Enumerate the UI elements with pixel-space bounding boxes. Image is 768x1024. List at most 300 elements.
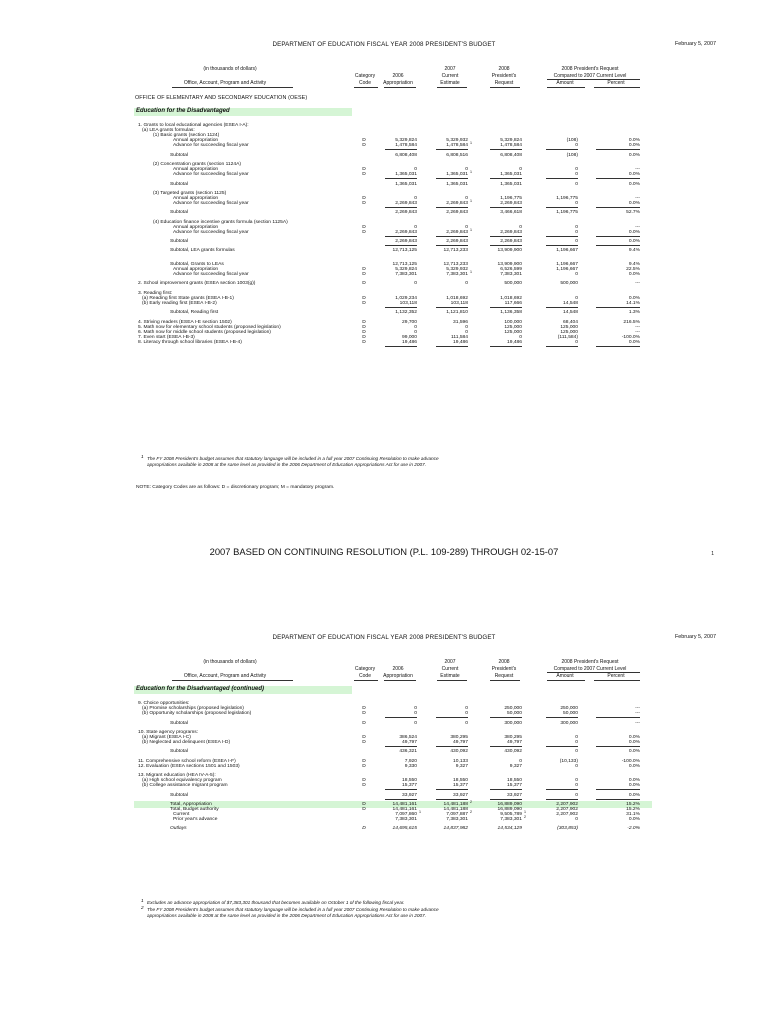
change-amount: 14,548 (563, 310, 578, 316)
amount-2006: 29,700 (402, 319, 417, 325)
row-label: Advance for succeeding fiscal year (173, 143, 249, 149)
row-label: 10. State agency programs: (138, 729, 199, 735)
table-row (0, 748, 768, 755)
table-row (0, 300, 768, 307)
row-label: Subtotal (170, 181, 188, 187)
table-row (0, 825, 768, 832)
change-amount: 125,000 (560, 329, 578, 335)
row-label: 2. School improvement grants (ESEA section 1003(g)) (138, 281, 256, 287)
category-code: D (362, 329, 366, 335)
office-heading: OFFICE OF ELEMENTARY AND SECONDARY EDUCATION (OESE) (135, 95, 308, 101)
amount-2008: 500,000 (504, 281, 522, 287)
category-code: D (362, 167, 366, 173)
report-date: February 5, 2007 (674, 41, 716, 47)
table-row (0, 229, 768, 236)
header-rule (547, 87, 585, 88)
amount-2007: 0 (465, 324, 468, 330)
amount-2008: 13,909,900 (497, 248, 522, 254)
amount-2008: 14,534,129 (497, 826, 522, 832)
col-2007-header: 2007 (444, 66, 456, 72)
category-code: D (362, 143, 366, 149)
compare-header: 2008 President's Request (561, 659, 619, 665)
amount-2008: 380,295 (504, 734, 522, 740)
row-label: (b) College assistance migrant program (142, 783, 228, 789)
amount-2007: 0 (436, 710, 468, 718)
change-percent: 0.0% (596, 792, 640, 800)
amount-2007: 2,269,843 (436, 238, 468, 246)
amount-2007: 1,121,810 (446, 310, 468, 316)
amount-2008: 6,808,408 (500, 152, 522, 158)
category-code: D (362, 826, 366, 832)
change-amount: 300,000 (560, 720, 578, 726)
change-percent: 0.0% (628, 138, 640, 144)
col-2007-sub2-header: Estimate (440, 80, 460, 86)
amount-2007: 2,269,843 (436, 229, 468, 237)
change-percent: --- (635, 324, 640, 330)
amount-2006: 0 (414, 706, 417, 712)
amount-2006: 0 (414, 720, 417, 726)
amount-2008: 1,478,584 (490, 142, 522, 150)
row-label: Subtotal, Grants to LEAs (170, 261, 224, 267)
amount-2008: 16,889,090 (497, 806, 522, 812)
change-percent: 0.0% (596, 200, 640, 208)
table-row (0, 720, 768, 727)
amount-2008: 15,377 (490, 782, 522, 790)
amount-2007: 5,329,932 (446, 267, 468, 272)
category-code: D (362, 138, 366, 144)
amount-2008: 250,000 (504, 706, 522, 712)
category-code: D (362, 229, 366, 235)
amount-2008: 0 (519, 758, 522, 764)
amount-2007: 7,383,301 (446, 817, 468, 823)
row-label: 5. Math now for elementary school students (proposed legislation) (138, 324, 281, 330)
amount-2007: 0 (465, 706, 468, 712)
amount-2006: 5,329,824 (395, 138, 417, 144)
amount-2006: 5,329,824 (395, 267, 417, 272)
category-code: D (362, 195, 366, 201)
amount-2006: 2,269,843 (395, 210, 417, 216)
table-row (0, 816, 768, 823)
table-row (0, 152, 768, 159)
col-2007-sub2-header: Estimate (440, 673, 460, 679)
amount-2006: 0 (414, 167, 417, 173)
change-percent: 0.0% (628, 817, 640, 823)
compare-header: 2008 President's Request (561, 66, 619, 72)
amount-2007: 1,018,692 (446, 295, 468, 301)
header-rule (547, 79, 640, 80)
header-rule (172, 680, 293, 681)
row-label: 9. Choice opportunities: (138, 701, 190, 706)
footnote-ref: 2 (470, 799, 472, 804)
amount-2008: 18,550 (507, 778, 522, 784)
change-amount: 0 (575, 272, 578, 278)
row-label: Advance for succeeding fiscal year (173, 172, 249, 178)
change-amount: 50,000 (546, 710, 578, 718)
row-label: 3. Reading first: (138, 290, 173, 296)
code-header: Code (359, 80, 371, 86)
amount-2007: 7,097,887 (446, 812, 468, 817)
amount-2007: 111,584 (451, 334, 468, 340)
row-label: 6. Math now for middle school students (proposed legislation) (138, 329, 271, 335)
col-2008-sub2-header: Request (494, 673, 514, 679)
change-amount: 1,196,667 (556, 248, 578, 254)
change-percent: 0.0% (596, 782, 640, 790)
row-label: Subtotal (170, 152, 188, 158)
compare-sub-header: Compared to 2007 Current Level (553, 666, 627, 672)
footnote-marker: 1 (141, 454, 144, 459)
table-row (0, 339, 768, 346)
amount-2006: 1,365,031 (395, 181, 417, 187)
page-number: 1 (711, 551, 714, 557)
row-label: Outlays (170, 826, 187, 832)
change-amount: 0 (546, 171, 578, 179)
category-code: D (362, 281, 366, 287)
amount-2008: 16,889,090 (497, 801, 522, 807)
change-percent: --- (635, 195, 640, 201)
amount-2006: 7,383,301 (395, 272, 417, 278)
footnote-ref: 1 (470, 141, 472, 146)
row-label: Annual appropriation (173, 138, 219, 144)
row-label: 4. Striving readers (ESEA I-E section 1502) (138, 319, 232, 325)
row-label: (2) Concentration grants (section 1124A) (153, 162, 241, 167)
amount-2007: 0 (465, 329, 468, 335)
amount-2006: 33,927 (385, 792, 417, 800)
amount-2008: 125,000 (504, 329, 522, 335)
change-amount: 0 (546, 782, 578, 790)
change-amount: 500,000 (560, 281, 578, 287)
change-percent: 0.0% (628, 152, 640, 158)
change-percent: 15.2% (626, 806, 640, 812)
change-percent: 0.0% (628, 778, 640, 784)
change-amount: 250,000 (560, 706, 578, 712)
category-code: D (362, 740, 366, 745)
amount-2007: 14,837,982 (443, 826, 468, 832)
percent-header: Percent (607, 80, 625, 86)
amount-2007: 9,327 (455, 763, 468, 769)
category-code: D (362, 319, 366, 325)
amount-2008: 1,365,031 (500, 181, 522, 187)
amount-2008: 7,383,301 (500, 272, 522, 278)
change-amount: 1,196,667 (556, 267, 578, 272)
change-amount: 0 (575, 224, 578, 230)
code-header: Code (359, 673, 371, 679)
row-label: 13. Migrant education (HEA IV-A-5): (138, 773, 216, 778)
amount-2008: 117,666 (490, 300, 522, 308)
report-date: February 5, 2007 (674, 634, 716, 640)
category-code: D (362, 324, 366, 330)
footnote-line: The FY 2008 President's budget assumes that statutory language will be included in a full year 2007 Continuing Resolution to make advance (147, 907, 439, 912)
change-amount: 0 (546, 200, 578, 208)
change-percent: 52.7% (626, 210, 640, 216)
amount-2008: 2,269,843 (490, 238, 522, 246)
office-column-header: Office, Account, Program and Activity (183, 80, 267, 86)
change-amount: 125,000 (560, 324, 578, 330)
amount-2008: 9,327 (509, 763, 522, 769)
change-percent: 0.0% (628, 749, 640, 755)
amount-2007: 2,269,843 (436, 200, 468, 208)
change-percent: 9.4% (628, 261, 640, 267)
amount-2008: 100,000 (504, 319, 522, 325)
amount-2007: 103,118 (436, 300, 468, 308)
category-header: Category (354, 73, 376, 79)
header-rule (547, 680, 585, 681)
change-amount: (303,853) (557, 826, 578, 832)
amount-2006: 7,097,860 (395, 812, 417, 817)
amount-2008: 13,909,900 (497, 261, 522, 267)
amount-2007: 380,295 (450, 734, 468, 740)
row-label: Subtotal (170, 720, 188, 726)
category-code: D (362, 806, 366, 812)
amount-2007: 2,269,843 (446, 210, 468, 216)
row-label: 12. Evaluation (ESEA sections 1501 and 1503) (138, 763, 240, 769)
amount-2008: 49,797 (490, 739, 522, 747)
change-amount: 0 (575, 749, 578, 755)
amount-header: Amount (556, 673, 574, 679)
change-amount: 0 (546, 238, 578, 246)
table-row (0, 271, 768, 278)
col-2008-sub-header: President's (491, 73, 517, 79)
header-rule (490, 87, 520, 88)
amount-2007: 7,383,301 (446, 272, 468, 278)
change-percent: --- (635, 329, 640, 335)
row-label: (3) Targeted grants (section 1125) (153, 190, 227, 196)
table-row (0, 200, 768, 207)
change-percent: -2.0% (627, 826, 640, 832)
amount-2007: 0 (465, 281, 468, 287)
amount-2008: 125,000 (504, 324, 522, 330)
amount-2006: 0 (414, 329, 417, 335)
amount-2008: 1,196,775 (500, 195, 522, 201)
category-code: D (362, 734, 366, 740)
row-label: Advance for succeeding fiscal year (173, 229, 249, 235)
amount-2007: 10,133 (453, 758, 468, 764)
row-label: Advance for succeeding fiscal year (173, 272, 249, 278)
header-rule (354, 87, 378, 88)
row-label: Subtotal, LEA grants formulas (170, 248, 235, 254)
change-percent: 1.3% (628, 310, 640, 316)
row-label: Annual appropriation (173, 167, 219, 173)
units-label: (in thousands of dollars) (203, 659, 257, 665)
category-code: D (362, 272, 366, 278)
table-row (0, 739, 768, 746)
change-percent: 22.5% (626, 267, 640, 272)
amount-2006: 12,713,125 (392, 248, 417, 254)
change-percent: --- (635, 281, 640, 287)
amount-2006: 18,550 (402, 778, 417, 784)
change-amount: 1,196,775 (556, 210, 578, 216)
change-amount: 0 (575, 817, 578, 823)
amount-2006: 0 (414, 324, 417, 330)
change-percent: 31.1% (626, 812, 640, 817)
amount-2006: 2,269,843 (385, 200, 417, 208)
category-code: D (362, 172, 366, 178)
row-label: (a) Promise scholarships (proposed legislation) (142, 706, 244, 712)
change-percent: 0.0% (596, 171, 640, 179)
change-percent: 0.0% (628, 734, 640, 740)
change-amount: 0 (575, 734, 578, 740)
category-code: D (362, 758, 366, 764)
amount-2006: 7,920 (404, 758, 417, 764)
header-rule (172, 87, 293, 88)
change-percent: 14.1% (596, 300, 640, 308)
amount-2007: 31,596 (453, 319, 468, 325)
category-header: Category (354, 666, 376, 672)
amount-2008: 2,269,843 (490, 229, 522, 237)
col-2006-header: 2006 (392, 666, 404, 672)
header-rule (594, 680, 640, 681)
change-percent: 0.0% (596, 339, 640, 347)
change-percent: -100.0% (621, 334, 640, 340)
percent-header: Percent (607, 673, 625, 679)
change-percent: 0.0% (596, 739, 640, 747)
change-amount: 0 (546, 142, 578, 150)
amount-2007: 15,377 (436, 782, 468, 790)
amount-2006: 0 (385, 710, 417, 718)
col-2006-sub-header: Appropriation (383, 673, 413, 679)
amount-2006: 0 (414, 195, 417, 201)
table-row (0, 309, 768, 316)
table-row (0, 142, 768, 149)
amount-2007: 1,365,031 (436, 171, 468, 179)
change-amount: 2,207,902 (556, 812, 578, 817)
header-rule (354, 680, 378, 681)
row-label: Total, Appropriation (170, 801, 212, 807)
change-amount: 0 (546, 229, 578, 237)
header-rule (384, 680, 416, 681)
amount-2007: 6,808,516 (446, 152, 468, 158)
row-label: (b) Opportunity scholarships (proposed legislation) (142, 711, 252, 717)
category-code: D (362, 339, 366, 345)
header-rule (437, 680, 467, 681)
amount-2006: 2,269,843 (385, 238, 417, 246)
change-percent: 0.0% (596, 238, 640, 246)
amount-2006: 436,321 (399, 749, 417, 755)
footnote-ref: 1 (470, 199, 472, 203)
amount-2008: 1,136,358 (500, 310, 522, 316)
change-percent: 0.0% (628, 763, 640, 769)
footnote-ref: 2 (524, 815, 526, 820)
change-amount: 68,404 (563, 319, 578, 325)
footnote-ref: 1 (470, 227, 472, 232)
table-row (0, 710, 768, 717)
col-2007-sub-header: Current (441, 666, 459, 672)
table-row (0, 763, 768, 770)
amount-2007: 12,713,233 (443, 248, 468, 254)
row-label: 1. Grants to local educational agencies (ESEA I-A): (138, 123, 249, 128)
footer-note: 2007 BASED ON CONTINUING RESOLUTION (P.L. 109-289) THROUGH 02-15-07 (209, 546, 559, 557)
row-label: (a) Migrant (ESEA I-C) (142, 734, 191, 740)
change-percent: --- (635, 720, 640, 726)
amount-2008: 9,505,789 (500, 812, 522, 817)
footnote-marker: 1 (141, 898, 144, 903)
section-heading: Education for the Disadvantaged (136, 108, 230, 114)
change-amount: 0 (575, 167, 578, 173)
amount-2006: 15,377 (385, 782, 417, 790)
amount-2008: 1,365,031 (490, 171, 522, 179)
change-percent: 0.0% (628, 295, 640, 301)
amount-2006: 7,383,301 (395, 817, 417, 823)
col-2006-header: 2006 (392, 73, 404, 79)
change-percent: 0.0% (596, 142, 640, 150)
table-row (0, 171, 768, 178)
change-amount: (10,133) (559, 758, 578, 764)
row-label: Annual appropriation (173, 224, 219, 230)
header-rule (490, 680, 520, 681)
footnote-ref: 1 (470, 270, 472, 275)
amount-2007: 33,927 (436, 792, 468, 800)
category-code: D (362, 295, 366, 301)
section-heading: Education for the Disadvantaged (continued) (136, 686, 265, 692)
change-amount: 0 (575, 763, 578, 769)
category-code: D (362, 711, 366, 717)
page-title: DEPARTMENT OF EDUCATION FISCAL YEAR 2008 PRESIDENT'S BUDGET (272, 41, 496, 48)
amount-2006: 12,713,125 (392, 261, 417, 267)
change-percent: --- (635, 167, 640, 173)
row-label: Current (173, 812, 190, 817)
amount-2006: 0 (414, 224, 417, 230)
table-row (0, 247, 768, 254)
amount-2008: 7,383,301 (500, 817, 522, 823)
change-percent: --- (596, 710, 640, 718)
amount-2007: 14,481,188 (443, 801, 468, 807)
amount-2008: 6,526,599 (500, 267, 522, 272)
row-label: Annual appropriation (173, 267, 219, 272)
category-code: D (362, 783, 366, 789)
row-label: 7. Even start (ESEA I-B-3) (138, 334, 195, 340)
page-title: DEPARTMENT OF EDUCATION FISCAL YEAR 2008 PRESIDENT'S BUDGET (272, 634, 496, 641)
change-amount: (108) (566, 152, 578, 158)
table-row (0, 209, 768, 216)
row-label: Prior year's advance (173, 817, 218, 823)
amount-2006: 1,365,031 (385, 171, 417, 179)
amount-2006: 14,695,615 (392, 826, 417, 832)
change-percent: -100.0% (621, 758, 640, 764)
category-code: D (362, 267, 366, 272)
change-percent: 9.4% (628, 248, 640, 254)
category-code: D (362, 720, 366, 726)
row-label: (a) Reading first State grants (ESEA I-B-1) (142, 295, 234, 301)
row-label: (a) LEA grants formulas: (142, 128, 195, 134)
row-label: Subtotal (170, 239, 188, 245)
amount-2008: 0 (519, 167, 522, 173)
footnote-line: Excludes an advance appropriation of $7,383,301 thousand that becomes available on October 1 of the following fiscal year. (147, 900, 405, 905)
change-amount: 0 (575, 181, 578, 187)
amount-2007: 1,478,584 (436, 142, 468, 150)
amount-2007: 1,365,031 (446, 181, 468, 187)
row-label: Subtotal (170, 210, 188, 216)
units-label: (in thousands of dollars) (203, 66, 257, 72)
amount-2008: 19,486 (490, 339, 522, 347)
compare-sub-header: Compared to 2007 Current Level (553, 73, 627, 79)
row-label: Annual appropriation (173, 195, 219, 201)
change-amount: 0 (546, 339, 578, 347)
amount-2006: 99,000 (402, 334, 417, 340)
amount-2008: 1,018,692 (500, 295, 522, 301)
amount-2007: 430,092 (450, 749, 468, 755)
amount-2007: 19,486 (436, 339, 468, 347)
footnote-ref: 1 (419, 810, 421, 814)
change-amount: 1,196,775 (556, 195, 578, 201)
change-amount: 14,548 (546, 300, 578, 308)
amount-2008: 3,466,618 (500, 210, 522, 216)
change-amount: (111,584) (557, 334, 578, 340)
col-2008-header: 2008 (498, 659, 510, 665)
category-code: D (362, 763, 366, 769)
change-amount: 2,207,902 (556, 806, 578, 812)
amount-2008: 0 (519, 334, 522, 340)
col-2007-sub-header: Current (441, 73, 459, 79)
row-label: Advance for succeeding fiscal year (173, 201, 249, 206)
